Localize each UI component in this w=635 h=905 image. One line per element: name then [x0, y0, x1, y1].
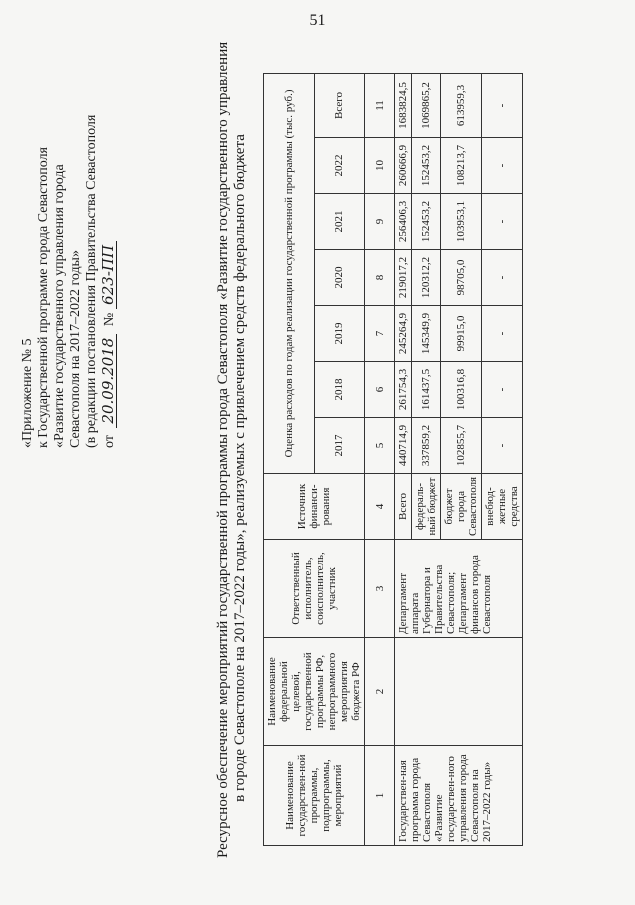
header-year: 2019 — [314, 306, 365, 362]
header-federal-program: Наименование федеральной целевой, государственной программы РФ, непрограммного мероприятия бюджета РФ — [264, 638, 365, 746]
amount-cell: - — [482, 194, 523, 250]
amount-cell: 161437,5 — [412, 362, 441, 418]
federal-program-cell — [395, 638, 523, 746]
title-line: в городе Севастополе на 2017–2022 годы», реализуемых с привлечением средств федерального бюджета — [232, 134, 248, 802]
funding-source-cell: внебюд-жетные средства — [482, 474, 523, 540]
amount-cell: 152453,2 — [412, 194, 441, 250]
header-total: Всего — [314, 74, 365, 138]
appendix-line: (в редакции постановления Правительства Севастополя — [84, 114, 99, 448]
program-name-cell: Государствен-ная программа города Севастополя «Развитие государствен-ного управления города Севастополя на 2017–2022 годы» — [395, 746, 523, 846]
funding-source-cell: Всего — [395, 474, 412, 540]
amount-cell: - — [482, 306, 523, 362]
number-label: № — [102, 312, 117, 327]
column-number: 6 — [365, 362, 395, 418]
page-number: 51 — [309, 12, 326, 29]
appendix-line: Севастополя на 2017–2022 годы» — [68, 250, 83, 448]
amount-cell: 337859,2 — [412, 418, 441, 474]
column-number: 8 — [365, 250, 395, 306]
header-funding-source: Источник финанси-рования — [264, 474, 365, 540]
amount-cell: - — [482, 250, 523, 306]
total-cell: 613959,3 — [441, 74, 482, 138]
rotated-sheet — [5, 41, 630, 858]
appendix-block — [20, 78, 118, 448]
amount-cell: 102855,7 — [441, 418, 482, 474]
amount-cell: 145349,9 — [412, 306, 441, 362]
appendix-line: «Развитие государственного управления города — [52, 164, 67, 448]
executor-cell: Департамент аппарата Губернатора и Правительства Севастополя; Департамент финансов города Севастополя — [395, 540, 523, 638]
amount-cell: 120312,2 — [412, 250, 441, 306]
decree-number: 623-ПП — [100, 241, 117, 309]
column-number: 3 — [365, 540, 395, 638]
column-number: 7 — [365, 306, 395, 362]
funding-source-cell: бюджет города Севастополя — [441, 474, 482, 540]
amount-cell: 256406,3 — [395, 194, 412, 250]
funding-source-cell: федераль-ный бюджет — [412, 474, 441, 540]
total-cell: 1069865,2 — [412, 74, 441, 138]
decree-date-line — [100, 78, 118, 448]
amount-cell: 100316,8 — [441, 362, 482, 418]
total-cell: 1683824,5 — [395, 74, 412, 138]
amount-cell: 103953,1 — [441, 194, 482, 250]
resource-table — [263, 73, 523, 846]
amount-cell: 99915,0 — [441, 306, 482, 362]
amount-cell: - — [482, 138, 523, 194]
amount-cell: 219017,2 — [395, 250, 412, 306]
column-number: 5 — [365, 418, 395, 474]
header-year: 2017 — [314, 418, 365, 474]
total-cell: - — [482, 74, 523, 138]
amount-cell: - — [482, 362, 523, 418]
amount-cell: 440714,9 — [395, 418, 412, 474]
column-number: 1 — [365, 746, 395, 846]
column-number: 4 — [365, 474, 395, 540]
header-year: 2018 — [314, 362, 365, 418]
column-number: 9 — [365, 194, 395, 250]
decree-date: 20.09.2018 — [100, 334, 117, 428]
document-title — [215, 41, 249, 858]
header-program-name: Наименование государствен-ной программы, подпрограммы, мероприятий — [264, 746, 365, 846]
appendix-line: к Государственной программе города Севастополя — [36, 147, 51, 448]
amount-cell: 260666,9 — [395, 138, 412, 194]
amount-cell: 98705,0 — [441, 250, 482, 306]
header-executor: Ответственный исполнитель, соисполнитель, участник — [264, 540, 365, 638]
amount-cell: - — [482, 418, 523, 474]
header-year: 2020 — [314, 250, 365, 306]
amount-cell: 108213,7 — [441, 138, 482, 194]
column-number: 2 — [365, 638, 395, 746]
amount-cell: 152453,2 — [412, 138, 441, 194]
header-estimate: Оценка расходов по годам реализации государственной программы (тыс. руб.) — [264, 74, 315, 474]
from-label: от — [102, 435, 117, 448]
title-line: Ресурсное обеспечение мероприятий государственной программы города Севастополя «Развитие государственного управления — [215, 41, 231, 858]
header-year: 2022 — [314, 138, 365, 194]
column-number: 11 — [365, 74, 395, 138]
amount-cell: 261754,3 — [395, 362, 412, 418]
appendix-line: «Приложение № 5 — [20, 338, 35, 448]
column-number: 10 — [365, 138, 395, 194]
amount-cell: 245264,9 — [395, 306, 412, 362]
header-year: 2021 — [314, 194, 365, 250]
